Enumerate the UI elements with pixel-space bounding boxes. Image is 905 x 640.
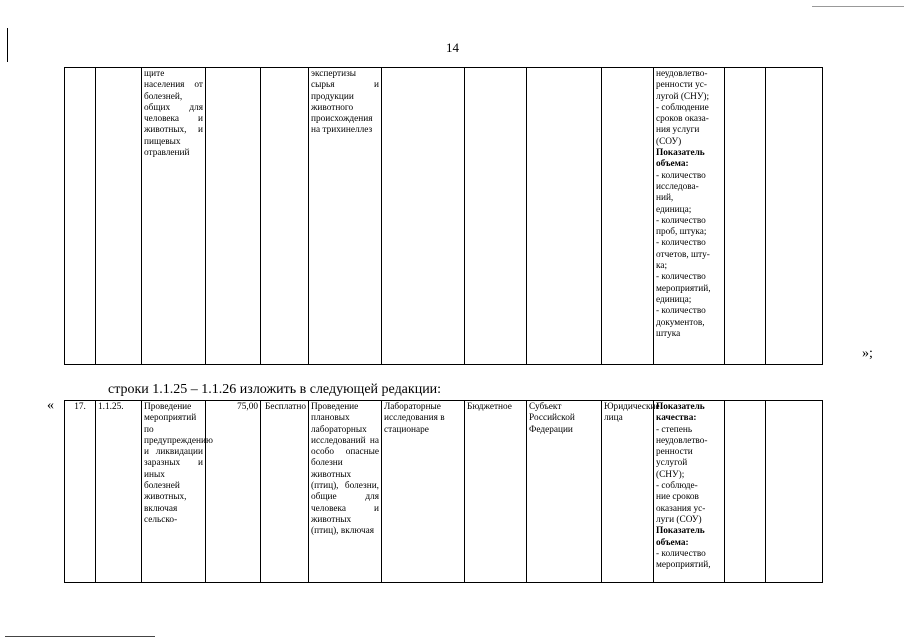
top-table: [64, 67, 823, 365]
row-number: 17.: [65, 401, 96, 583]
top-cell-extra-2: [766, 68, 823, 365]
top-right-line: [812, 6, 904, 7]
top-cell-recipients: [602, 68, 654, 365]
authority-level: Субъект Российской Федерации: [527, 401, 602, 583]
top-cell-content: экспертизы сырья и продукции животного происхождения на трихинеллез: [309, 68, 382, 365]
bottom-cell-extra-2: [766, 401, 823, 583]
top-cell-extra-1: [725, 68, 766, 365]
recipients: Юридические лица: [602, 401, 654, 583]
bottom-cell-extra-1: [725, 401, 766, 583]
service-form: Лабораторные исследования в стационаре: [382, 401, 465, 583]
indicators: Показатель качества: - степень неудовлетво- ренности услугой (СНУ); - соблюде- ние сроков оказания ус- луги (СОУ) Показатель объема: - количество мероприятий,: [654, 401, 725, 583]
service-content: Проведение плановых лабораторных исследований на особо опасные болезни животных (птиц), болезни, общие для человека и животных (птиц), включая: [309, 401, 382, 583]
top-cell-indicators: неудовлетво- ренности ус- лугой (СНУ); - соблюдение сроков оказа- ния услуги (СОУ) Показатель объема: - количество исследова- ний, единица; - количество проб, штука; - количество отчетов, шту- ка; - количество мероприятий, единица; - количество документов, штука: [654, 68, 725, 365]
footer-line-1: [5, 636, 155, 637]
finance-source: Бюджетное: [465, 401, 527, 583]
top-cell-num: [65, 68, 96, 365]
amendment-heading: строки 1.1.25 – 1.1.26 изложить в следующей редакции:: [108, 382, 442, 397]
service-name: Проведение мероприятий по предупреждению и ликвидации заразных и иных болезней животных, включая сельско-: [142, 401, 206, 583]
closing-quote: »;: [862, 346, 873, 361]
payment-type: Бесплатно: [261, 401, 309, 583]
top-cell-form: [382, 68, 465, 365]
page-number: 14: [446, 40, 459, 55]
top-cell-level: [527, 68, 602, 365]
service-amount: 75,00: [206, 401, 261, 583]
top-cell-code: [96, 68, 142, 365]
top-cell-amount: [206, 68, 261, 365]
bottom-table: [64, 400, 823, 583]
top-cell-payment: [261, 68, 309, 365]
top-cell-name: щите населения от болезней, общих для человека и животных, и пищевых отравлений: [142, 68, 206, 365]
top-cell-finance: [465, 68, 527, 365]
service-code: 1.1.25.: [96, 401, 142, 583]
opening-quote: «: [47, 398, 54, 413]
